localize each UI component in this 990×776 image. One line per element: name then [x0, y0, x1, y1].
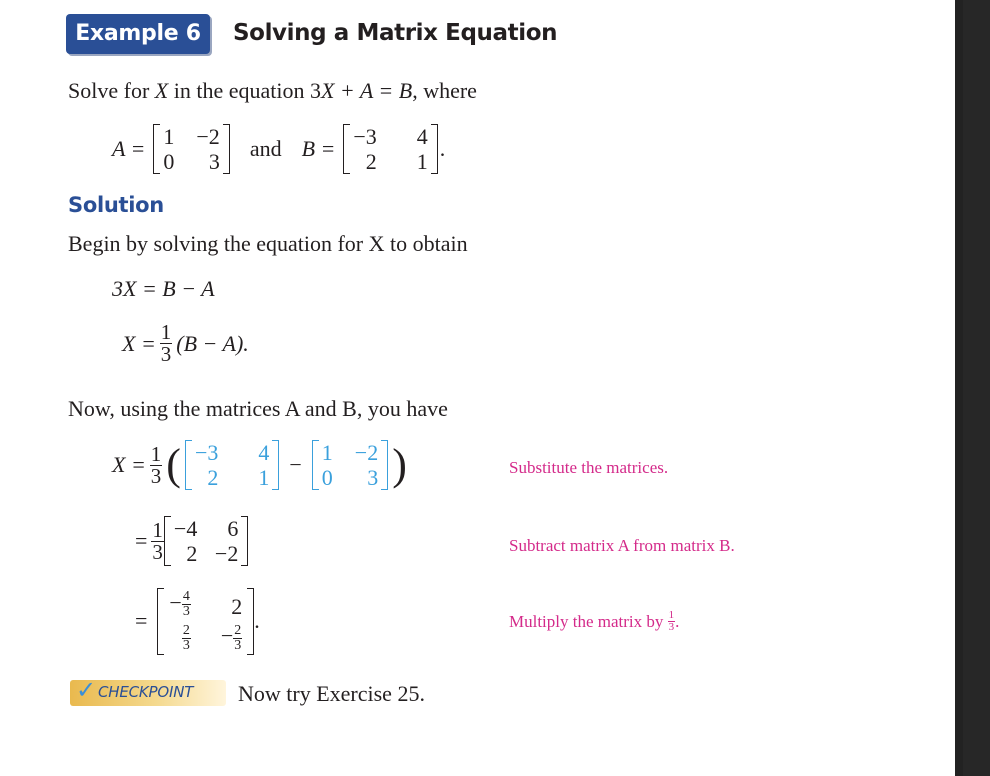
work-step-2: = $\frac{1}{3}$ −4 6 2 −2: [135, 516, 248, 566]
side-panel: [955, 0, 990, 776]
example-title: Solving a Matrix Equation: [233, 20, 558, 46]
matrix-difference: −4 6 2 −2: [164, 516, 248, 566]
equation-2: X = $\frac{1}{3}$ (B − A).: [122, 320, 249, 366]
checkpoint-text: Now try Exercise 25.: [238, 681, 425, 706]
matrix-a-substituted: 1 −2 0 3: [312, 440, 388, 490]
right-paren: ): [392, 440, 407, 489]
matrix-b-substituted: −3 4 2 1: [185, 440, 279, 490]
matrix-b: −3 4 2 1: [343, 124, 437, 174]
now-text: Now, using the matrices A and B, you have: [68, 396, 448, 421]
example-badge: Example 6: [66, 14, 210, 54]
problem-statement: Solve for X in the equation 3X + A = B, where: [68, 78, 477, 103]
equation-1: 3X = B − A: [112, 276, 215, 301]
solution-heading: Solution: [68, 193, 164, 217]
checkpoint-badge: ✓ CHECKPOINT: [70, 680, 226, 706]
note-multiply: Multiply the matrix by 1 3 .: [509, 609, 680, 633]
work-step-1: X = $\frac{1}{3}$ ( −3 4 2 1 − 1 −2 0 3 ): [112, 440, 407, 490]
given-matrices: A = 1 −2 0 3 and B = −3 4 2 1 .: [112, 124, 446, 174]
solution-intro: Begin by solving the equation for X to obtain: [68, 231, 468, 256]
fraction-one-third: $\frac{1}{3}$: [150, 441, 162, 488]
left-paren: (: [166, 440, 181, 489]
fraction-one-third: $\frac{1}{3}$: [152, 517, 163, 564]
matrix-result: − $\frac{4}{3}$ 2 $\frac{2}{3}$ − $\frac{2}{3}$: [157, 588, 254, 655]
matrix-a-label: A =: [112, 136, 146, 161]
work-step-3: = − $\frac{4}{3}$ 2 $\frac{2}{3}$ − $\frac{2}{3}$ .: [135, 589, 260, 653]
note-substitute: Substitute the matrices.: [509, 458, 669, 477]
fraction-one-third: $\frac{1}{3}$: [160, 320, 172, 366]
checkmark-icon: ✓: [76, 676, 96, 704]
matrix-b-label: B =: [301, 136, 336, 161]
note-subtract: Subtract matrix A from matrix B.: [509, 536, 735, 555]
matrix-a: 1 −2 0 3: [153, 124, 229, 174]
